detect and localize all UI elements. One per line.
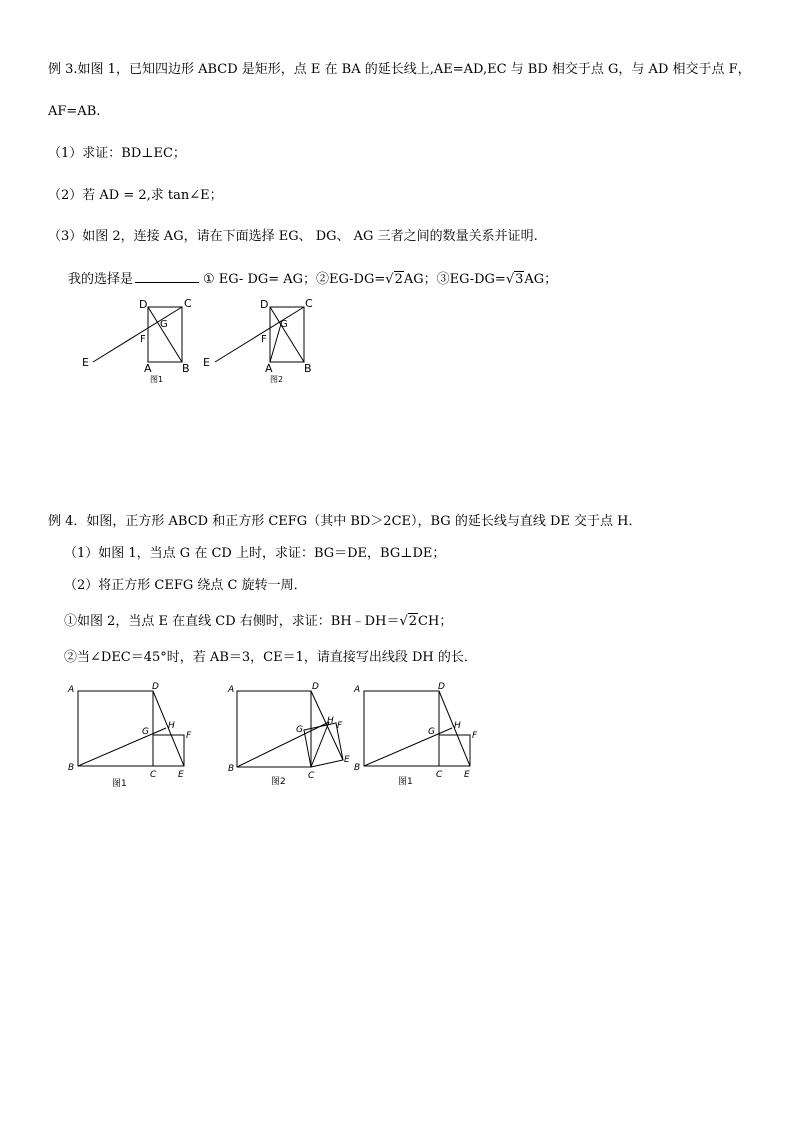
label-A: A xyxy=(354,685,361,695)
label-E: E xyxy=(82,356,89,369)
label-G: G xyxy=(160,319,168,330)
label-H: H xyxy=(454,721,461,731)
label-D: D xyxy=(438,682,445,692)
ex3-statement-line2: AF=AB. xyxy=(48,104,101,119)
label-B: B xyxy=(182,362,190,375)
sqrt-2: √2 xyxy=(399,614,418,629)
ex4-figure-3 xyxy=(350,680,490,792)
label-D: D xyxy=(260,298,269,311)
choice-prefix: 我的选择是 xyxy=(68,272,134,287)
label-C: C xyxy=(150,770,157,780)
figA-caption: 图1 xyxy=(112,779,127,789)
ex3-choice-line xyxy=(68,270,557,288)
ex4-question-1: （1）如图 1，当点 G 在 CD 上时，求证：BG＝DE，BG⊥DE； xyxy=(64,546,446,561)
label-G: G xyxy=(280,319,288,330)
label-D: D xyxy=(139,298,148,311)
label-G: G xyxy=(142,727,149,737)
label-B: B xyxy=(304,362,312,375)
label-C: C xyxy=(436,770,443,780)
figB-caption: 图2 xyxy=(271,777,286,787)
label-F: F xyxy=(186,731,192,741)
label-H: H xyxy=(168,721,175,731)
figC-caption: 图1 xyxy=(398,777,413,787)
ex3-question-3: （3）如图 2，连接 AG，请在下面选择 EG、 DG、 AG 三者之间的数量关系并证明. xyxy=(48,229,538,244)
label-C: C xyxy=(305,297,313,310)
label-E: E xyxy=(203,356,210,369)
label-A: A xyxy=(68,685,75,695)
option-1: ① EG- DG= AG；②EG-DG= xyxy=(203,272,386,287)
label-E: E xyxy=(464,770,470,780)
label-F: F xyxy=(261,334,267,345)
ex4-statement: 例 4．如图，正方形 ABCD 和正方形 CEFG（其中 BD＞2CE），BG 的延长线与直线 DE 交于点 H． xyxy=(48,514,642,529)
ex3-statement-line1: 例 3.如图 1，已知四边形 ABCD 是矩形，点 E 在 BA 的延长线上,AE=AD,EC 与 BD 相交于点 G，与 AD 相交于点 F， xyxy=(48,62,751,77)
label-A: A xyxy=(144,362,152,375)
label-A: A xyxy=(265,362,273,375)
label-G: G xyxy=(428,727,435,737)
label-C: C xyxy=(184,297,192,310)
answer-blank[interactable] xyxy=(135,270,199,283)
sqrt-2: √2 xyxy=(385,272,403,287)
ex3-question-2: （2）若 AD = 2,求 tan∠E； xyxy=(48,188,223,203)
label-B: B xyxy=(68,763,75,773)
label-E: E xyxy=(344,755,350,765)
label-F: F xyxy=(337,721,343,731)
option-3-tail: AG； xyxy=(524,272,558,287)
q2a-suffix: CH； xyxy=(418,614,453,629)
sqrt-3: √3 xyxy=(505,272,524,287)
label-A: A xyxy=(228,685,235,695)
ex4-question-2b: ②当∠DEC＝45°时，若 AB＝3，CE＝1，请直接写出线段 DH 的长． xyxy=(64,650,477,665)
ex3-figure-2 xyxy=(198,292,323,384)
label-C: C xyxy=(308,771,315,781)
fig2-caption: 图2 xyxy=(270,375,284,384)
label-E: E xyxy=(178,770,184,780)
label-B: B xyxy=(354,763,361,773)
ex4-question-2a xyxy=(64,614,452,630)
label-G: G xyxy=(296,725,303,735)
ex4-question-2: （2）将正方形 CEFG 绕点 C 旋转一周． xyxy=(64,578,307,593)
fig1-caption: 图1 xyxy=(150,375,164,384)
option-2-tail: AG；③EG-DG= xyxy=(403,272,506,287)
ex4-figure-1 xyxy=(64,680,204,792)
q2a-prefix: ①如图 2，当点 E 在直线 CD 右侧时，求证：BH﹣DH＝ xyxy=(64,614,400,629)
label-F: F xyxy=(472,731,478,741)
label-F: F xyxy=(140,334,146,345)
label-H: H xyxy=(327,716,334,726)
ex3-figure-1 xyxy=(78,292,198,384)
ex3-question-1: （1）求证：BD⊥EC； xyxy=(48,146,186,161)
label-D: D xyxy=(312,682,319,692)
label-D: D xyxy=(152,682,159,692)
label-B: B xyxy=(228,764,235,774)
ex4-figure-2 xyxy=(224,680,364,792)
